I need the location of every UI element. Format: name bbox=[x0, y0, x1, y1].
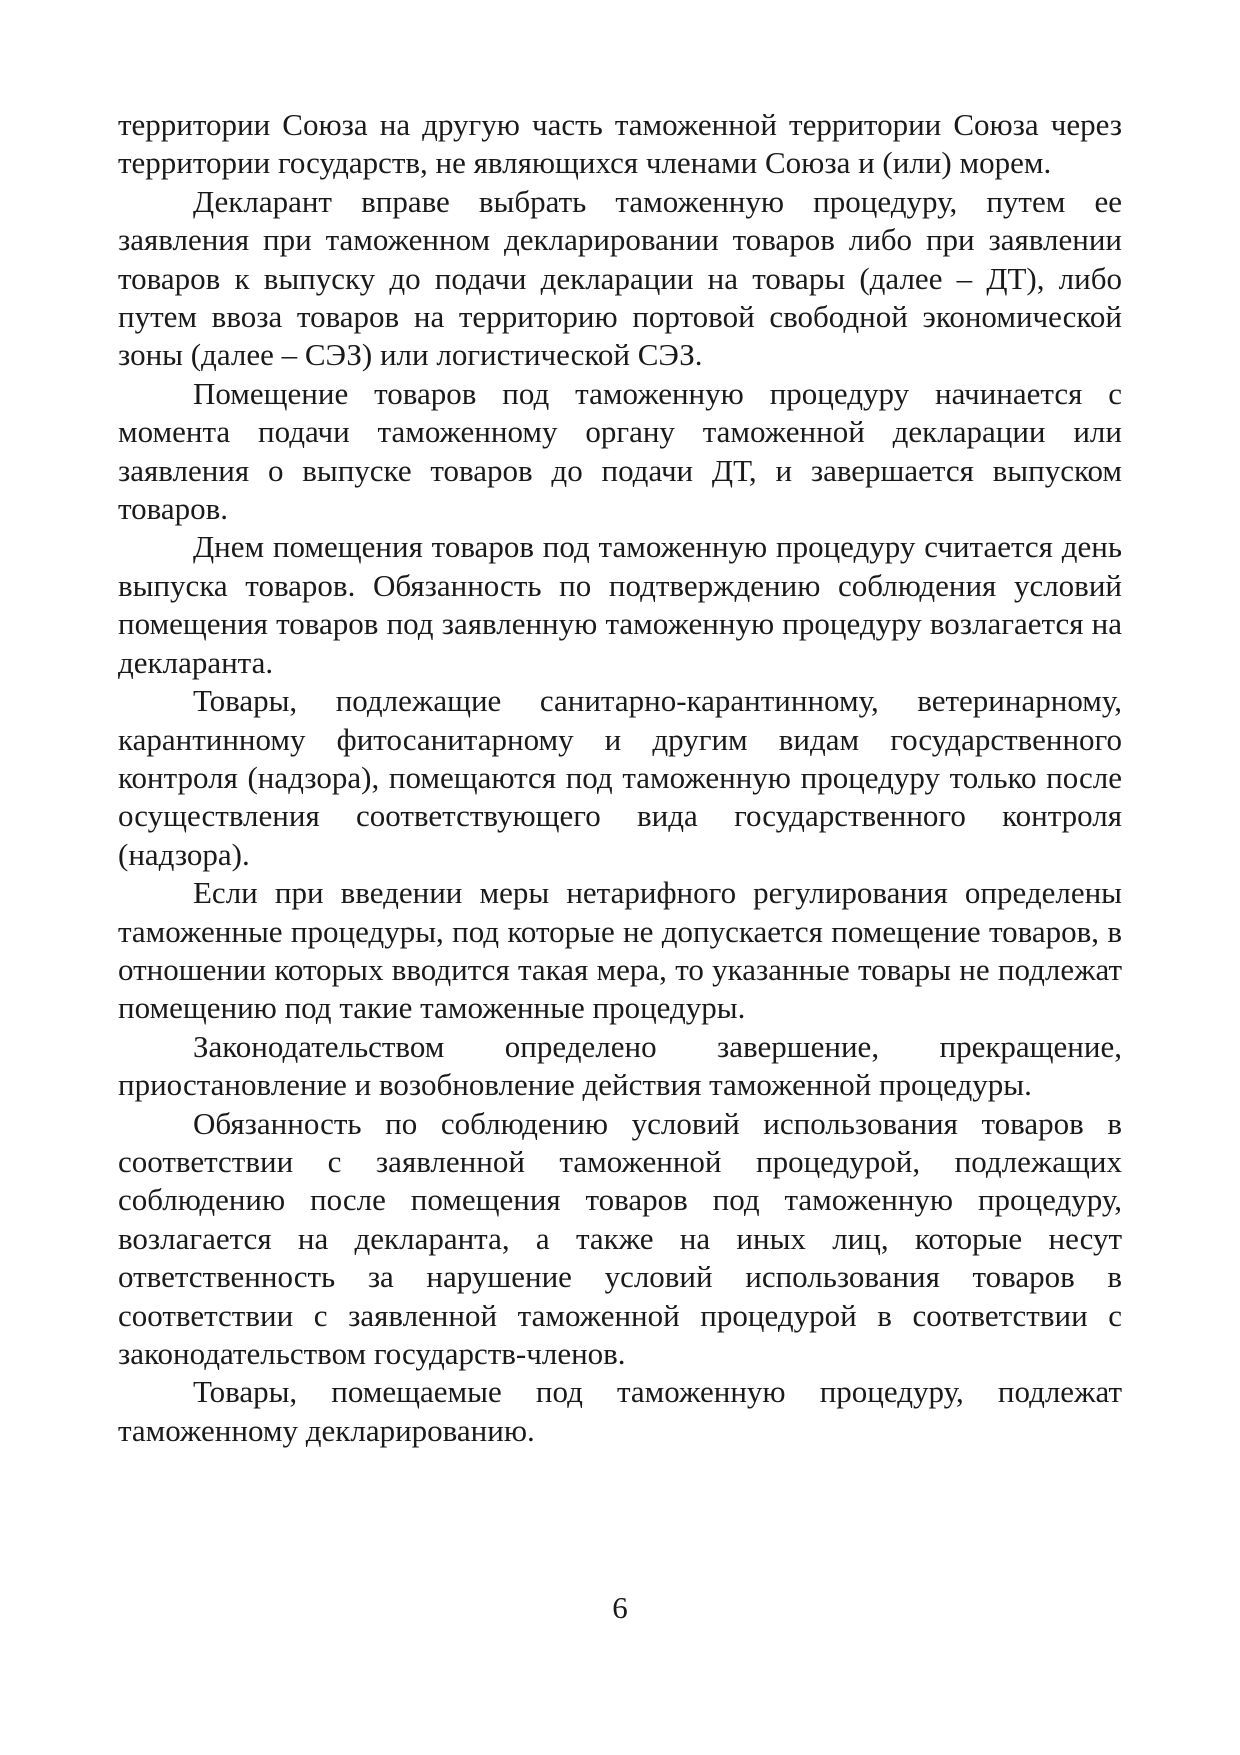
paragraph-declarant-choice: Декларант вправе выбрать таможенную процедуру, путем ее заявления при таможенном декларировании товаров либо при заявлении товаров к выпуску до подачи декларации на товары (далее – ДТ), либо путем ввоза товаров на территорию портовой свободной экономической зоны (далее – СЭЗ) или логистической СЭЗ. bbox=[118, 183, 1122, 373]
paragraph-placement-day: Днем помещения товаров под таможенную процедуру считается день выпуска товаров. Обязанность по подтверждению соблюдения условий помещения товаров под заявленную таможенную процедуру возлагается на декларанта. bbox=[118, 529, 1122, 680]
paragraph-continuation: территории Союза на другую часть таможенной территории Союза через территории государств, не являющихся членами Союза и (или) морем. bbox=[118, 107, 1122, 181]
paragraph-placement-start: Помещение товаров под таможенную процедуру начинается с момента подачи таможенному органу таможенной декларации или заявления о выпуске товаров до подачи ДТ, и завершается выпуском товаров. bbox=[118, 375, 1122, 527]
paragraph-legislation: Законодательством определено завершение, прекращение, приостановление и возобновление действия таможенной процедуры. bbox=[118, 1028, 1122, 1103]
paragraph-non-tariff: Если при введении меры нетарифного регулирования определены таможенные процедуры, под которые не допускается помещение товаров, в отношении которых вводится такая мера, то указанные товары не подлежат помещению под такие таможенные процедуры. bbox=[118, 875, 1122, 1026]
page-number: 6 bbox=[612, 1590, 628, 1625]
body-text bbox=[118, 106, 1122, 1450]
paragraph-state-control: Товары, подлежащие санитарно-карантинному, ветеринарному, карантинному фитосанитарному и другим видам государственного контроля (надзора), помещаются под таможенную процедуру только после осуществления соответствующего вида государственного контроля (надзора). bbox=[118, 683, 1122, 872]
paragraph-declaration: Товары, помещаемые под таможенную процедуру, подлежат таможенному декларированию. bbox=[118, 1374, 1122, 1448]
paragraph-obligation: Обязанность по соблюдению условий использования товаров в соответствии с заявленной таможенной процедурой, подлежащих соблюдению после помещения товаров под таможенную процедуру, возлагается на декларанта, а также на иных лиц, которые несут ответственность за нарушение условий использования товаров в соответствии с заявленной таможенной процедурой в соответствии с законодательством государств-членов. bbox=[118, 1105, 1122, 1371]
